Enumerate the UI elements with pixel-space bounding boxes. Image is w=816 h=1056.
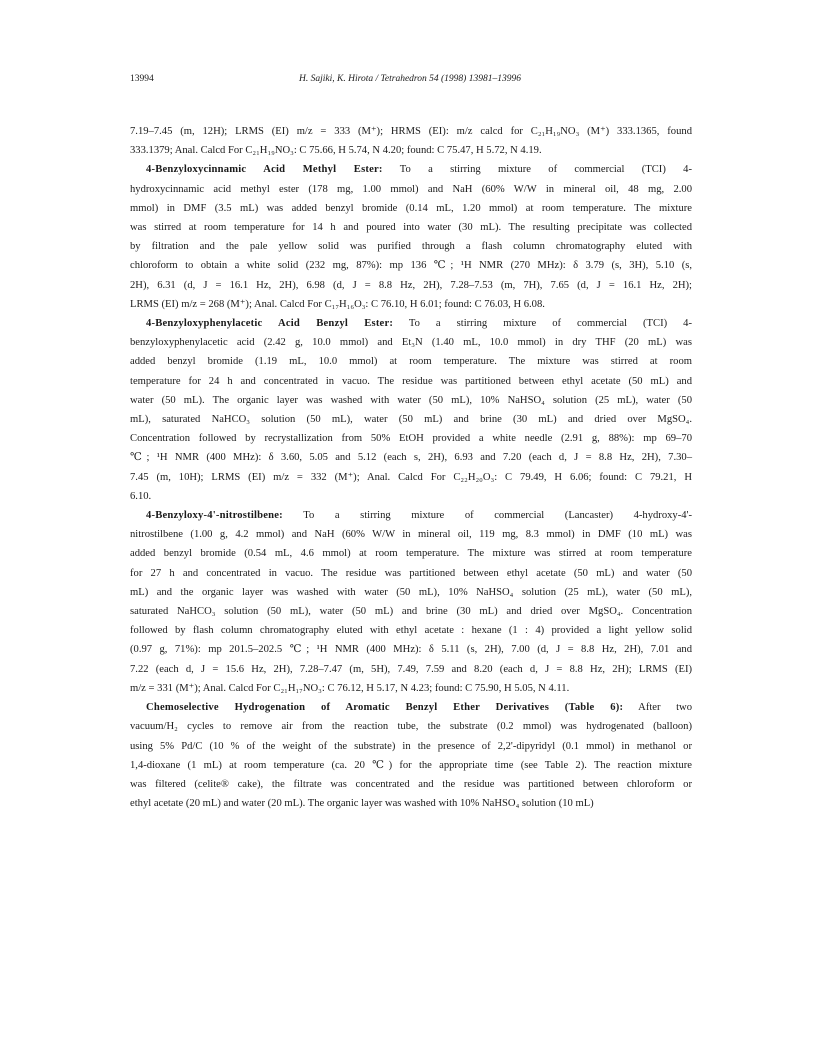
text-line: vacuum/H₂ cycles to remove air from the reaction tube, the substrate (0.2 mmol) was hydrogenated (balloon) [130, 721, 692, 733]
section-heading: 4-Benzyloxycinnamic Acid Methyl Ester: [146, 164, 383, 176]
text-line: nitrostilbene (1.00 g, 4.2 mmol) and NaH (60% W/W in mineral oil, 119 mg, 8.3 mmol) in DMF (10 mL) was [130, 529, 692, 541]
text-line: saturated NaHCO₃ solution (50 mL), water (50 mL) and brine (30 mL) and dried over MgSO₄. Concentration [130, 606, 692, 618]
text-line: ethyl acetate (20 mL) and water (20 mL). The organic layer was washed with 10% NaHSO₄ solution (10 mL) [130, 798, 594, 810]
text-line: 333.1379; Anal. Calcd For C₂₁H₁₉NO₃: C 75.66, H 5.74, N 4.20; found: C 75.47, H 5.72, N 4.19. [130, 145, 542, 157]
text-line: 7.19–7.45 (m, 12H); LRMS (EI) m/z = 333 (M⁺); HRMS (EI): m/z calcd for C₂₁H₁₉NO₃ (M⁺) 333.1365, found [130, 126, 692, 137]
text-line: mL), saturated NaHCO₃ solution (50 mL), water (50 mL) and brine (30 mL) and dried over MgSO₄. [130, 414, 692, 426]
text-line: water (50 mL). The organic layer was washed with water (50 mL), 10% NaHSO₄ solution (25 mL), water (50 [130, 394, 692, 406]
text-run: To a stirring mixture of commercial (TCI) 4- [393, 318, 692, 330]
paragraph-continuation [130, 122, 692, 160]
text-line: ℃; ¹H NMR (400 MHz): δ 3.60, 5.05 and 5.12 (each s, 2H), 6.93 and 7.20 (each d, J = 8.8 Hz, 2H), 7.30– [130, 452, 692, 464]
text-line: added benzyl bromide (0.54 mL, 4.6 mmol) at room temperature. The mixture was stirred at room temperature [130, 548, 692, 560]
text-line: 1,4-dioxane (1 mL) at room temperature (ca. 20 ℃) for the appropriate time (see Table 2). The reaction mixture [130, 759, 692, 771]
section-heading: Chemoselective Hydrogenation of Aromatic Benzyl Ether Derivatives (Table 6): [146, 702, 624, 714]
text-line: for 27 h and concentrated in vacuo. The residue was partitioned between ethyl acetate (50 mL) and water (50 [130, 567, 692, 579]
paragraph-benzyloxycinnamic-ester [130, 160, 692, 314]
article-body [130, 122, 692, 813]
text-run: After two [623, 702, 692, 714]
section-heading: 4-Benzyloxyphenylacetic Acid Benzyl Ester: [146, 318, 394, 330]
text-line: added benzyl bromide (1.19 mL, 10.0 mmol) at room temperature. The mixture was stirred at room [130, 356, 692, 368]
page-header [130, 74, 690, 90]
text-line: followed by flash column chromatography eluted with ethyl acetate : hexane (1 : 4) provided a light yellow solid [130, 625, 692, 637]
text-line: by filtration and the pale yellow solid was purified through a flash column chromatography eluted with [130, 241, 692, 253]
text-line-first [130, 160, 692, 179]
text-line-first [130, 314, 692, 333]
text-line-first [130, 506, 692, 525]
text-line: (0.97 g, 71%): mp 201.5–202.5 ℃; ¹H NMR (400 MHz): δ 5.11 (s, 2H), 7.00 (d, J = 8.8 Hz, 2H), 7.01 and [130, 644, 692, 656]
text-line: mmol) in DMF (3.5 mL) was added benzyl bromide (0.14 mL, 1.20 mmol) at room temperature. The mixture [130, 202, 692, 214]
page-number: 13994 [130, 74, 154, 84]
text-line: hydroxycinnamic acid methyl ester (178 mg, 1.00 mmol) and NaH (60% W/W in mineral oil, 48 mg, 2.00 [130, 183, 692, 195]
text-line: chloroform to obtain a white solid (232 mg, 87%): mp 136 ℃; ¹H NMR (270 MHz): δ 3.79 (s, 3H), 5.10 (s, [130, 260, 692, 272]
text-line: was filtered (celite® cake), the filtrate was concentrated and the residue was partitioned between chloroform or [130, 778, 692, 790]
text-line: using 5% Pd/C (10 % of the weight of the substrate) in the presence of 2,2'-dipyridyl (0.1 mmol) in methanol or [130, 740, 692, 752]
text-run: To a stirring mixture of commercial (Lancaster) 4-hydroxy-4'- [282, 510, 692, 522]
paragraph-chemoselective-hydrogenation [130, 698, 692, 813]
paragraph-benzyloxyphenylacetic-ester [130, 314, 692, 506]
text-line: was stirred at room temperature for 14 h and poured into water (30 mL). The resulting precipitate was collected [130, 222, 692, 234]
text-line-first [130, 698, 692, 717]
section-heading: 4-Benzyloxy-4'-nitrostilbene: [146, 510, 283, 522]
text-line: 7.22 (each d, J = 15.6 Hz, 2H), 7.28–7.47 (m, 5H), 7.49, 7.59 and 8.20 (each d, J = 8.8 Hz, 2H); LRMS (EI) [130, 663, 692, 675]
text-line: mL) and the organic layer was washed with water (50 mL), 10% NaHSO₄ solution (25 mL), water (50 mL), [130, 586, 692, 598]
text-line: m/z = 331 (M⁺); Anal. Calcd For C₂₁H₁₇NO₃: C 76.12, H 5.17, N 4.23; found: C 75.90, H 5.05, N 4.11. [130, 682, 570, 694]
paragraph-benzyloxy-nitrostilbene [130, 506, 692, 698]
text-run: To a stirring mixture of commercial (TCI) 4- [382, 164, 692, 176]
text-line: Concentration followed by recrystallization from 50% EtOH provided a white needle (2.91 g, 88%): mp 69–70 [130, 433, 692, 445]
text-line: LRMS (EI) m/z = 268 (M⁺); Anal. Calcd For C₁₇H₁₆O₃: C 76.10, H 6.01; found: C 76.03, H 6.08. [130, 298, 545, 310]
text-line: temperature for 24 h and concentrated in vacuo. The residue was partitioned between ethyl acetate (50 mL) and [130, 375, 692, 387]
text-line: 6.10. [130, 490, 152, 502]
text-line: 7.45 (m, 10H); LRMS (EI) m/z = 332 (M⁺); Anal. Calcd For C₂₂H₂₀O₃: C 79.49, H 6.06; found: C 79.21, H [130, 471, 692, 483]
text-line: benzyloxyphenylacetic acid (2.42 g, 10.0 mmol) and Et₃N (1.40 mL, 10.0 mmol) in dry THF (20 mL) was [130, 337, 692, 349]
text-line: 2H), 6.31 (d, J = 16.1 Hz, 2H), 6.98 (d, J = 8.8 Hz, 2H), 7.28–7.53 (m, 7H), 7.65 (d, J = 16.1 Hz, 2H); [130, 279, 692, 291]
running-head: H. Sajiki, K. Hirota / Tetrahedron 54 (1998) 13981–13996 [299, 74, 521, 84]
